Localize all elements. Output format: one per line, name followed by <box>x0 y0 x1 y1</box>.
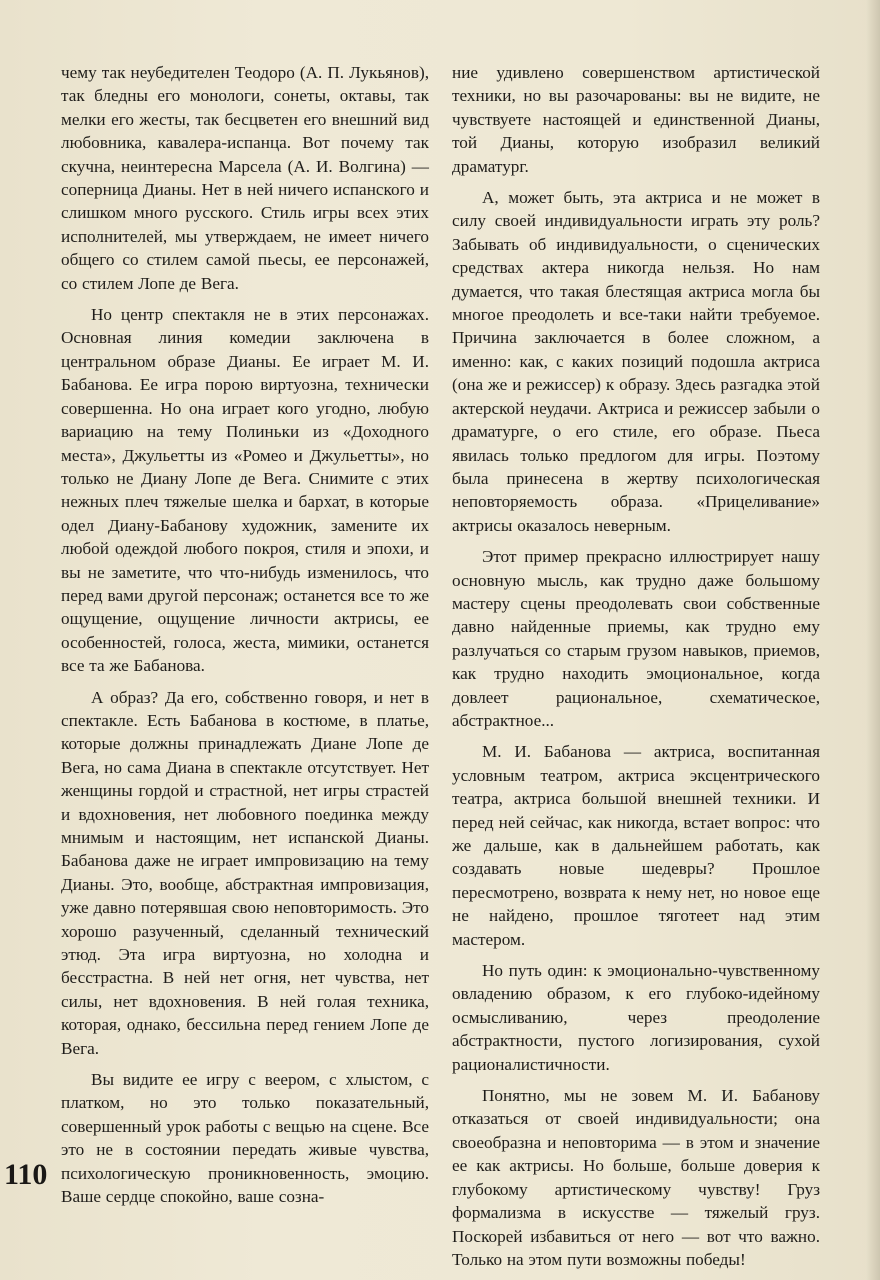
page-number: 110 <box>4 1158 48 1191</box>
paragraph: А образ? Да его, собственно говоря, и нет в спектакле. Есть Бабанова в костюме, в платье, которые должны принадлежать Диане Лопе де Вега, но сама Диана в спектакле отсутствует. Нет женщины гордой и страстной, нет игры страстей и вдохновения, нет любовного поединка между мнимым и настоящим, нет испанской Дианы. Бабанова даже не играет импровизацию на тему Дианы. Это, вообще, абстрактная импровизация, уже давно потерявшая свою неповторимость. Это хорошо разученный, сделанный технический этюд. Эта игра виртуозна, но холодна и бесстрастна. В ней нет огня, нет чувства, нет силы, нет вдохновения. В ней голая техника, которая, однако, бессильна перед гением Лопе де Вега. <box>61 687 429 1058</box>
paragraph: Этот пример прекрасно иллюстрирует нашу основную мысль, как трудно даже большому мастеру сцены преодолевать свои собственные давно найденные приемы, как трудно ему разлучаться со старым грузом навыков, приемов, как трудно находить эмоциональное, когда довлеет рациональное, схематическое, абстрактное... <box>452 547 820 730</box>
paragraph: чему так неубедителен Теодоро (А. П. Лукьянов), так бледны его монологи, сонеты, октавы, так мелки его жесты, так бесцветен его внешний вид любовника, кавалера-испанца. Вот почему так скучна, неинтересна Марсела (А. И. Волгина) — соперница Дианы. Нет в ней ничего испанского и слишком много русского. Стиль игры всех этих исполнителей, мы утверждаем, не имеет ничего общего со стилем самой пьесы, ее персонажей, со стилем Лопе де Вега. <box>61 63 429 293</box>
paragraph: Понятно, мы не зовем М. И. Бабанову отказаться от своей индивидуальности; она своеобразна и неповторима — в этом и значение ее как актрисы. Но больше, больше доверия к глубокому артистическому чувству! Груз формализма в искусстве — тяжелый груз. Поскорей избавиться от него — вот что важно. Только на этом пути возможны победы! <box>452 1086 820 1269</box>
paragraph: Но центр спектакля не в этих персонажах. Основная линия комедии заключена в центральном образе Дианы. Ее играет М. И. Бабанова. Ее игра порою виртуозна, технически совершенна. Но она играет кого угодно, любую вариацию на тему Полиньки из «Доходного места», Джульетты из «Ромео и Джульетты», но только не Диану Лопе де Вега. Снимите с этих нежных плеч тяжелые шелка и бархат, в которые одел Диану-Бабанову художник, замените их любой одеждой любого покроя, стиля и эпохи, и вы не заметите, что что-нибудь изменилось, что перед вами другой персонаж; останется все то же ощущение, ощущение личности актрисы, ее особенностей, голоса, жеста, мимики, останется все та же Бабанова. <box>61 305 429 676</box>
paragraph: Но путь один: к эмоционально-чувственному овладению образом, к его глубоко-идейному осмысливанию, через преодоление абстрактности, пустого логизирования, сухой рационалистичности. <box>452 961 820 1074</box>
paragraph: М. И. Бабанова — актриса, воспитанная условным театром, актриса эксцентрического театра, актриса большой внешней техники. И перед ней сейчас, как никогда, встает вопрос: что же дальше, как в дальнейшем работать, как создавать новые шедевры? Прошлое пересмотрено, возврата к нему нет, но новое еще не найдено, прошлое тяготеет над этим мастером. <box>452 742 820 949</box>
left-text-column <box>61 61 429 1209</box>
paragraph: ние удивлено совершенством артистической техники, но вы разочарованы: вы не видите, не чувствуете настоящей и единственной Дианы, той Дианы, которую изобразил великий драматург. <box>452 63 820 176</box>
right-text-column <box>452 61 820 1271</box>
paragraph: Вы видите ее игру с веером, с хлыстом, с платком, но это только показательный, совершенный урок работы с вещью на сцене. Все это не в состоянии передать живые чувства, психологическую проникновенность, эмоцию. Ваше сердце спокойно, ваше созна- <box>61 1070 429 1207</box>
page-edge-shadow <box>866 0 880 1280</box>
paragraph: А, может быть, эта актриса и не может в силу своей индивидуальности играть эту роль? Забывать об индивидуальности, о сценических средствах актера никогда нельзя. Но нам думается, что такая блестящая актриса могла бы многое преодолеть и все-таки найти требуемое. Причина заключается в более сложном, а именно: как, с каких позиций подошла актриса (она же и режиссер) к образу. Здесь разгадка этой актерской неудачи. Актриса и режиссер забыли о драматурге, о его стиле, его образе. Пьеса явилась только предлогом для игры. Поэтому была принесена в жертву психологическая неповторяемость образа. «Прицеливание» актрисы оказалось неверным. <box>452 188 820 535</box>
